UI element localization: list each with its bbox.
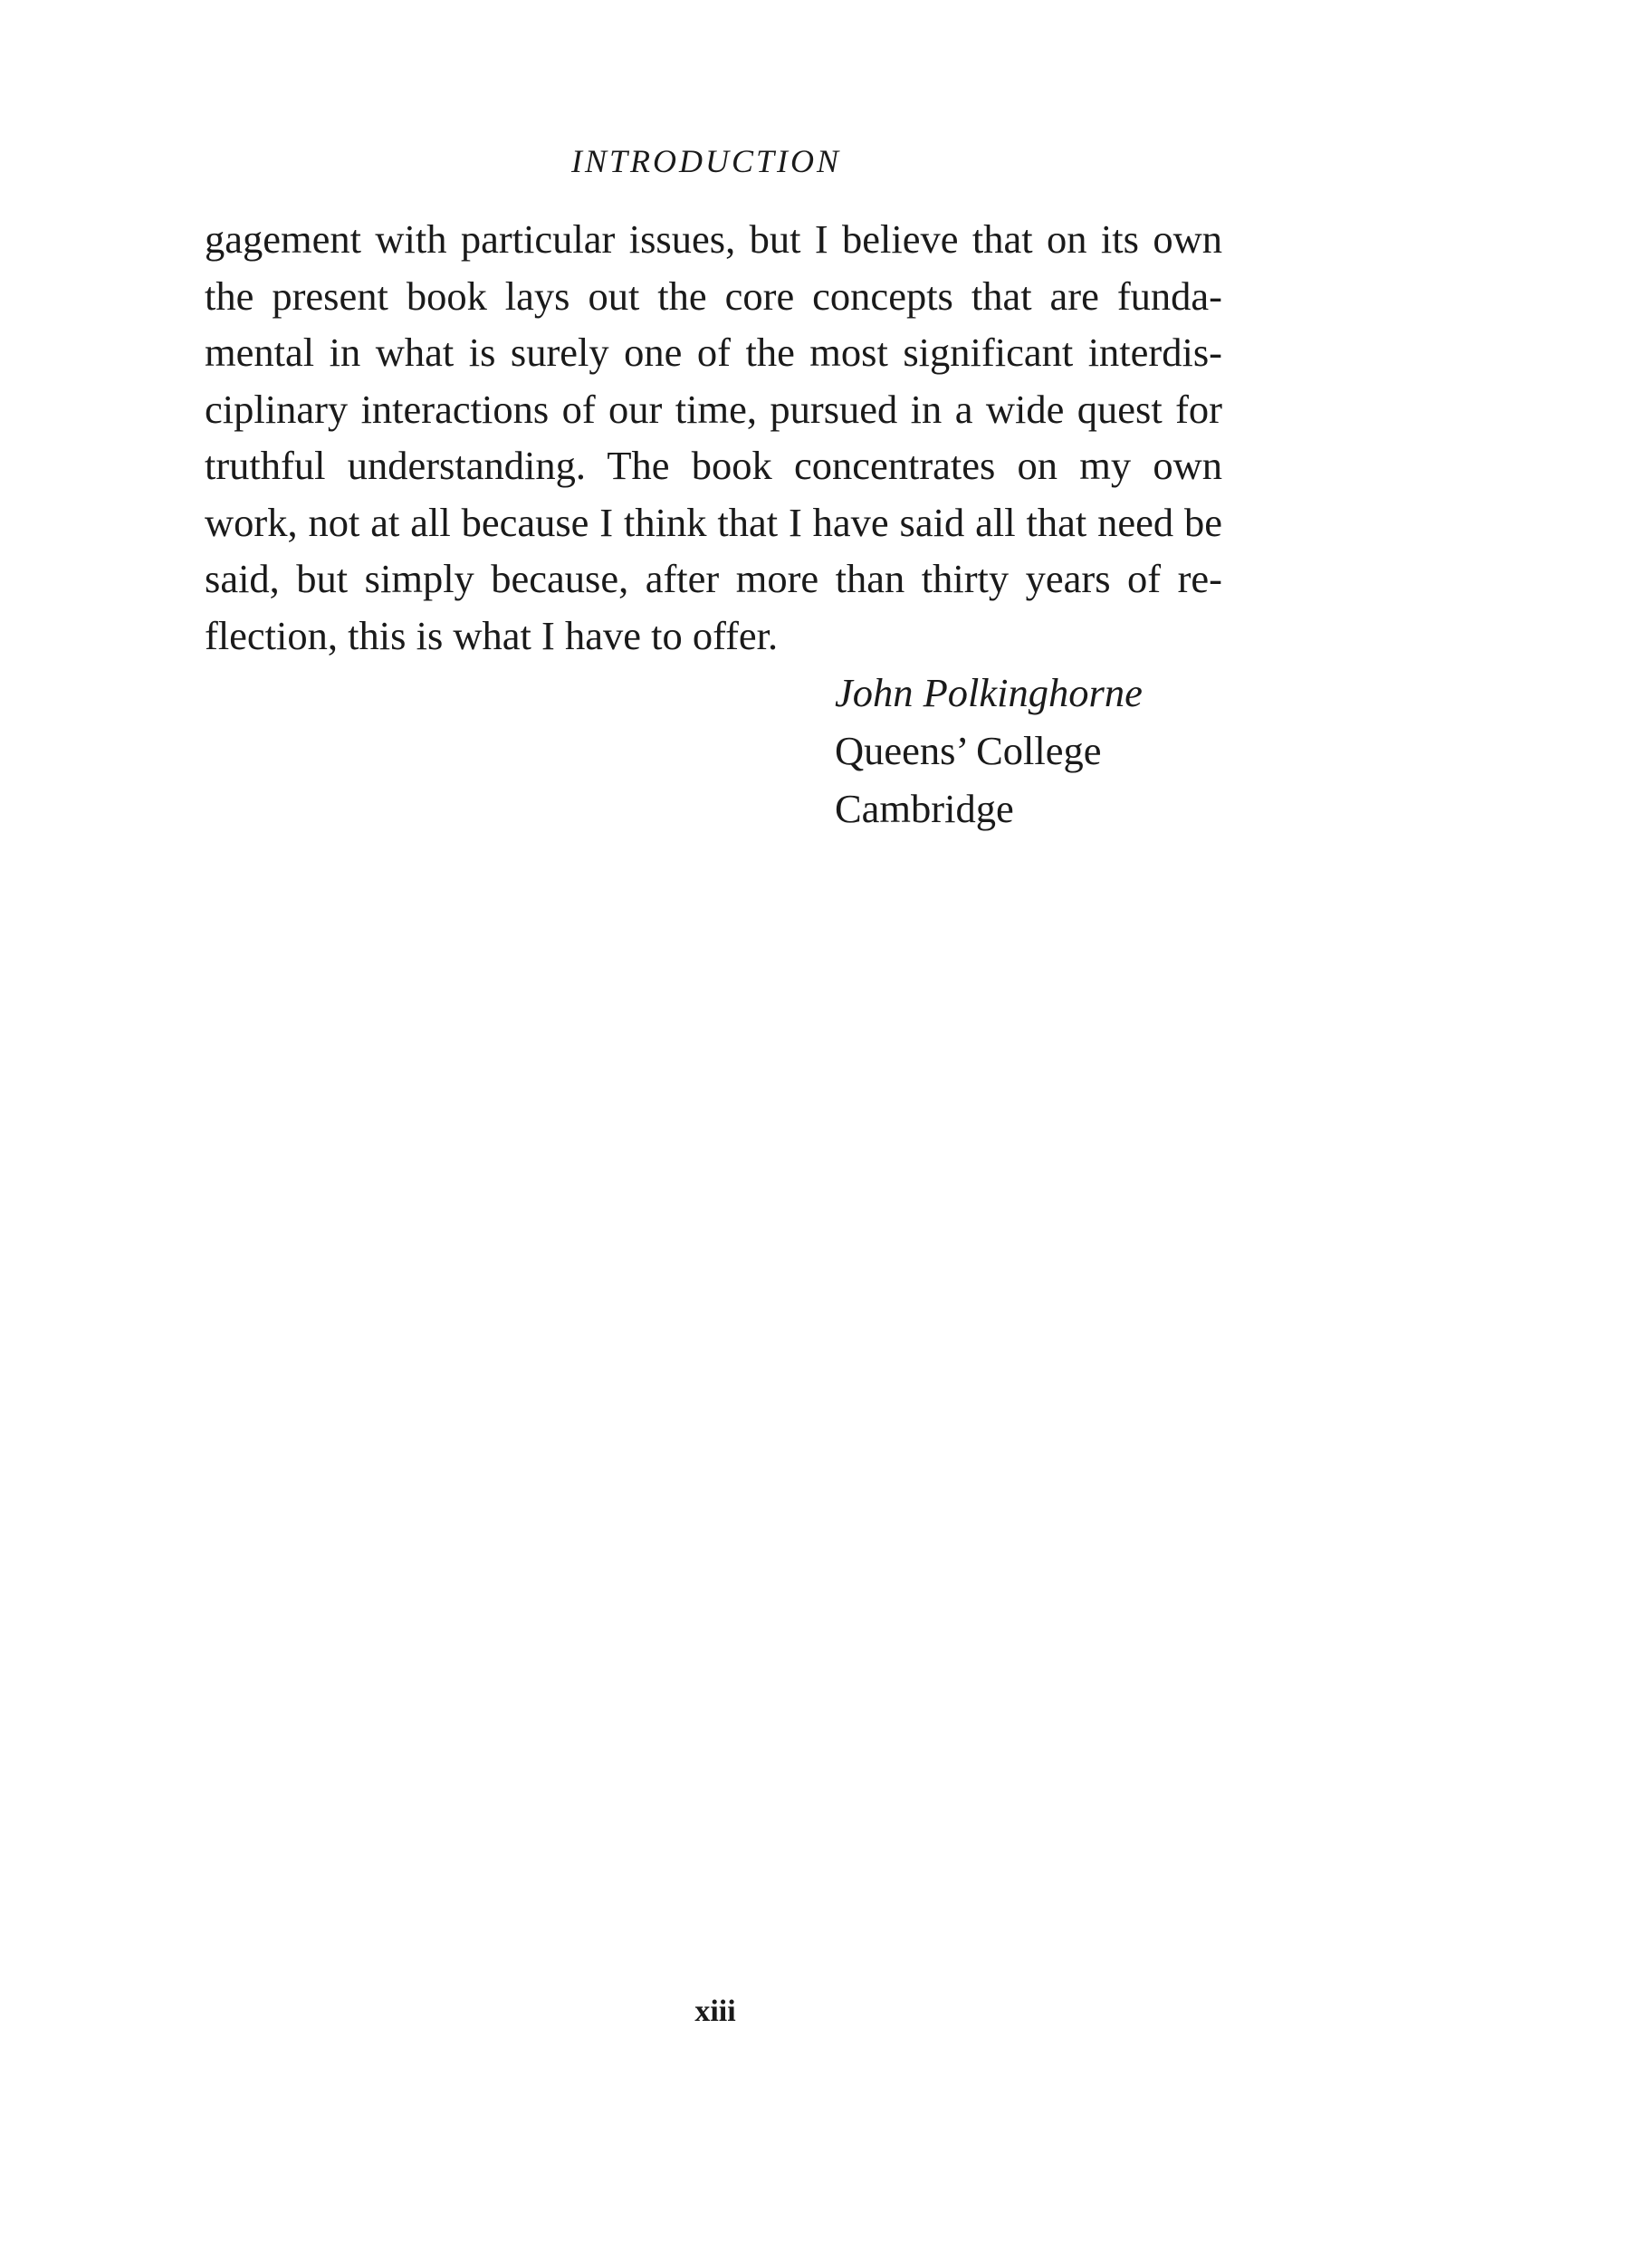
body-line: mental in what is surely one of the most significant interdis- [205,330,1222,375]
signature-block [835,664,1143,837]
body-line: the present book lays out the core concepts that are funda- [205,273,1222,319]
body-line: ciplinary interactions of our time, pursued in a wide quest for [205,386,1222,432]
page-number: xiii [694,1995,736,2028]
body-paragraph [205,211,1222,664]
running-head: INTRODUCTION [570,143,842,179]
body-line: work, not at all because I think that I have said all that need be [205,499,1222,545]
affiliation-college: Queens’ College [835,728,1102,773]
affiliation-city: Cambridge [835,786,1014,831]
author-name: John Polkinghorne [835,670,1143,715]
body-line: truthful understanding. The book concentrates on my own [205,443,1222,488]
body-line: said, but simply because, after more than thirty years of re- [205,556,1222,601]
body-line: flection, this is what I have to offer. [205,612,779,658]
body-line: gagement with particular issues, but I believe that on its own [205,216,1222,262]
